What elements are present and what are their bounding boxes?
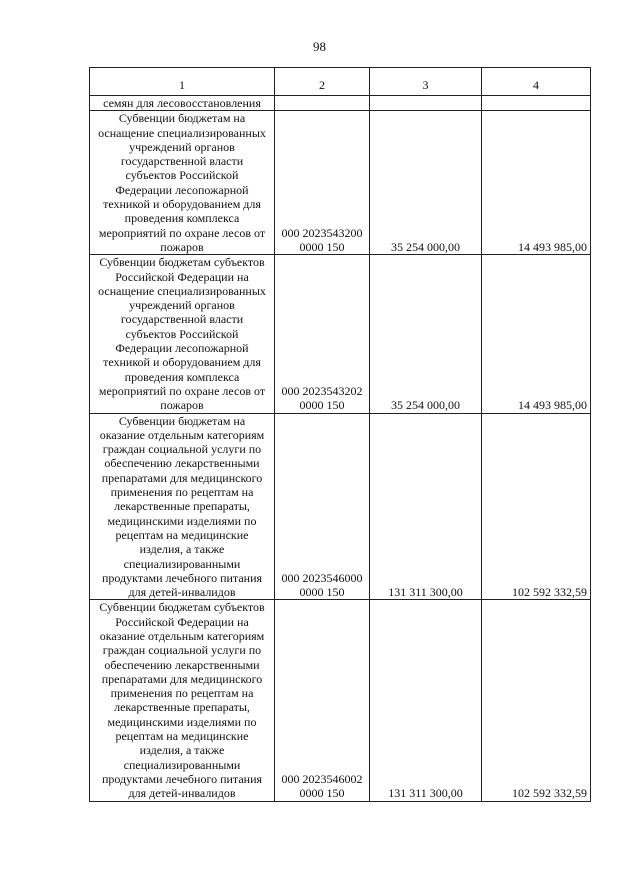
row-name-line: медицинскими изделиями по: [107, 513, 257, 528]
row-code-line: 0000 150: [299, 585, 345, 600]
row-name-line: оказание отдельным категориям: [99, 628, 265, 643]
row-name-line: лекарственные препараты,: [114, 700, 250, 715]
row-amount-fact: 14 493 985,00: [482, 255, 591, 413]
row-name-line: пожаров: [160, 398, 204, 413]
row-name-line: применения по рецептам на: [110, 485, 254, 500]
row-name-cell: [90, 413, 275, 600]
row-name-line: Субвенции бюджетам на: [118, 413, 246, 428]
row-name-line: проведения комплекса: [124, 369, 240, 384]
row-name-line: оснащение специализированных: [98, 283, 266, 298]
row-name-line: препаратами для медицинского: [101, 671, 263, 686]
table-row: [90, 413, 591, 600]
row-code-line: 000 2023543202: [281, 383, 363, 398]
row-name-line: граждан социальной услуги по: [102, 442, 262, 457]
row-name-line: Федерации лесопожарной: [115, 341, 249, 356]
row-name-line: Субвенции бюджетам субъектов: [99, 600, 265, 615]
row-amount-plan: 131 311 300,00: [370, 600, 482, 801]
column-header: 4: [482, 68, 591, 96]
row-code-cell: [275, 255, 370, 413]
row-name-cell: [90, 600, 275, 801]
row-name-line: проведения комплекса: [124, 211, 240, 226]
row-name-line: изделия, а также: [139, 542, 225, 557]
table-body: [90, 96, 591, 802]
row-name-line: продуктами лечебного питания: [101, 771, 263, 786]
row-amount-fact: [482, 96, 591, 111]
row-name-line: пожаров: [160, 239, 204, 254]
table-row: [90, 600, 591, 801]
row-code-cell: [275, 111, 370, 255]
row-name-line: для детей-инвалидов: [128, 786, 236, 801]
row-amount-plan: [370, 96, 482, 111]
row-name-line: Субвенции бюджетам субъектов: [99, 255, 265, 270]
row-name-line: Российской Федерации на: [115, 614, 249, 629]
row-amount-fact: 14 493 985,00: [482, 111, 591, 255]
row-name-line: Федерации лесопожарной: [115, 182, 249, 197]
row-name-line: граждан социальной услуги по: [102, 643, 262, 658]
row-name-line: государственной власти: [120, 154, 244, 169]
row-name-line: мероприятий по охране лесов от: [98, 383, 266, 398]
row-code-line: 0000 150: [299, 786, 345, 801]
row-name-line: применения по рецептам на: [110, 686, 254, 701]
row-name-line: оказание отдельным категориям: [99, 427, 265, 442]
row-name-line: субъектов Российской: [125, 168, 239, 183]
row-amount-plan: 35 254 000,00: [370, 255, 482, 413]
row-name-line: лекарственные препараты,: [114, 499, 250, 514]
row-code-cell: [275, 413, 370, 600]
header-row: [90, 68, 591, 96]
row-name-line: учреждений органов: [129, 298, 235, 313]
row-name-cell: [90, 111, 275, 255]
row-name-line: рецептам на медицинские: [115, 527, 249, 542]
row-name-line: специализированными: [123, 556, 241, 571]
row-name-line: Субвенции бюджетам на: [118, 111, 246, 126]
row-name-line: рецептам на медицинские: [115, 729, 249, 744]
page-number: 98: [313, 39, 326, 54]
row-name-line: специализированными: [123, 757, 241, 772]
row-name-line: продуктами лечебного питания: [101, 570, 263, 585]
column-header: 3: [370, 68, 482, 96]
row-name-line: для детей-инвалидов: [128, 585, 236, 600]
row-code-cell: [275, 600, 370, 801]
row-name-line: обеспечению лекарственными: [104, 456, 260, 471]
row-amount-fact: 102 592 332,59: [482, 413, 591, 600]
row-amount-plan: 35 254 000,00: [370, 111, 482, 255]
row-name-line: обеспечению лекарственными: [104, 657, 260, 672]
row-code-line: 000 2023543200: [281, 225, 363, 240]
row-amount-fact: 102 592 332,59: [482, 600, 591, 801]
row-name-line: техникой и оборудованием для: [103, 355, 261, 370]
row-name-cell: [90, 255, 275, 413]
row-name-line: препаратами для медицинского: [101, 470, 263, 485]
budget-table: [89, 67, 591, 802]
row-name-line: техникой и оборудованием для: [103, 197, 261, 212]
row-amount-plan: 131 311 300,00: [370, 413, 482, 600]
row-code-line: 0000 150: [299, 239, 345, 254]
row-name-line: оснащение специализированных: [98, 125, 266, 140]
row-name-line: изделия, а также: [139, 743, 225, 758]
row-code-line: 0000 150: [299, 398, 345, 413]
table-row: [90, 111, 591, 255]
table-row: [90, 255, 591, 413]
row-name-line: медицинскими изделиями по: [107, 714, 257, 729]
row-name-cell: [90, 96, 275, 111]
row-name-line: субъектов Российской: [125, 326, 239, 341]
row-code-line: 000 2023546000: [281, 570, 363, 585]
row-name-line: мероприятий по охране лесов от: [98, 225, 266, 240]
row-name-line: учреждений органов: [129, 139, 235, 154]
row-name-line: семян для лесовосстановления: [103, 96, 261, 110]
column-header: 2: [275, 68, 370, 96]
row-code-line: 000 2023546002: [281, 771, 363, 786]
row-code-cell: [275, 96, 370, 111]
table-row: [90, 96, 591, 111]
column-header: 1: [90, 68, 275, 96]
row-name-line: государственной власти: [120, 312, 244, 327]
row-name-line: Российской Федерации на: [115, 269, 249, 284]
